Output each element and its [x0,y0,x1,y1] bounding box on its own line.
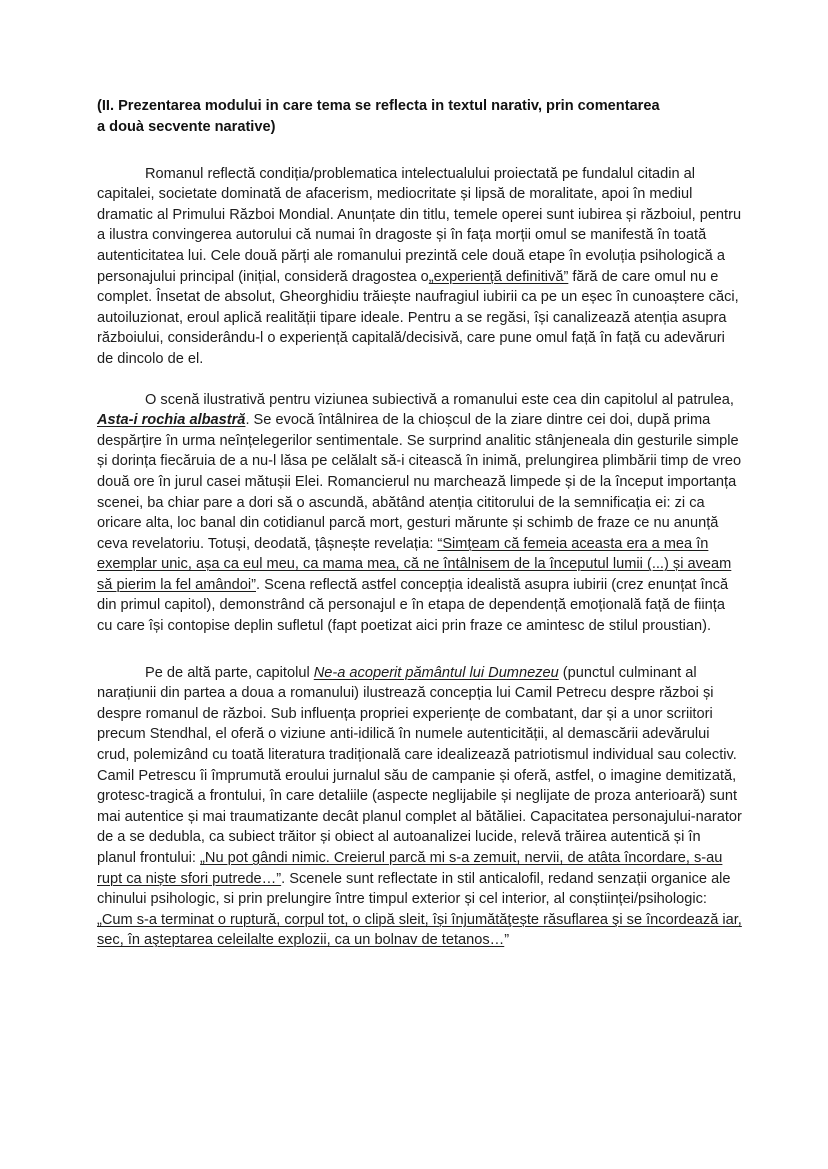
text-run: O scenă ilustrativă pentru viziunea subiectivă a romanului este cea din capitolul al patrulea, [145,391,734,408]
paragraph-3 [97,663,742,951]
paragraph-2 [97,390,742,637]
text-run: ” [504,932,510,949]
emphasized-text-run: Asta-i rochia albastră [97,412,246,429]
spacer-after-heading [97,138,742,164]
document-body [97,96,742,951]
emphasized-text-run: „Cum s-a terminat o ruptură, corpul tot, o clipă sleit, își înjumătăţește răsuflarea şi se încordează iar, sec, în aşteptarea celeilalte explozii, ca un bolnav de tetanos… [97,911,742,949]
document-heading [97,96,742,138]
spacer-paragraph-2-3 [97,637,742,663]
text-run: Romanul reflectă condiția/problematica intelectualului proiectată pe fundalul citadin al capitalei, societate dominată de afacerism, mediocritate și lipsă de moralitate, apoi în mediul dramatic al Primului Război Mondial. Anunțate din titlu, temele operei sunt iubirea și războiul, pentru a ilustra convingerea autorului că numai în dragoste și în fața morții omul se manifestă în toată autenticitatea lui. Cele două părți ale romanului prezintă cele două etape în evoluția psihologică a personajului principal (inițial, consideră dragostea o [97,165,742,285]
text-run: . Scena reflectă astfel concepția idealistă asupra iubirii (crez enunțat încă din primul capitol), demonstrând că personajul e în etapa de dependență emoțională față de ființa cu care își contopise deplin sufletul (fapt poetizat aici prin fraze ce amintesc de stilul proustian). [97,576,729,635]
text-run: fără de care omul nu e complet. Însetat de absolut, Gheorghidiu trăiește naufragiul iubirii ca pe un eșec în cunoaștere căci, autoiluzionat, eroul aplică realității tipare ideale. Pentru a se regăsi, își canalizează atenția asupra războiului, considerându-l o experiență capitală/decisivă, care pune omul față în față cu adevăruri de dincolo de el. [97,268,739,367]
text-run: Pe de altă parte, capitolul [145,664,314,681]
text-run: . Scenele sunt reflectate in stil anticalofil, redand senzații organice ale chinului psihologic, si prin prelungire între timpul exterior și cel interior, al conștiinței/psihologic: [97,870,731,908]
text-run: (punctul culminant al narațiunii din partea a doua a romanului) ilustrează concepția lui Camil Petrecu despre război și despre romanul de război. Sub influența propriei experiențe de combatant, dar și a unor scriitori precum Stendhal, el oferă o viziune anti-idilică în numele autenticității, al demascării adevărului crud, polemizând cu toată literatura tradițională care idealizează patriotismul individual sau colectiv. Camil Petrescu îi împrumută eroului jurnalul său de campanie și oferă, astfel, o imagine demitizată, grotesc-tragică a frontului, în care detaliile (aspecte neglijabile și neglijate de proza anterioară) sunt mai autentice și mai traumatizante decât planul complet al bătăliei. Capacitatea personajului-narator de a se dedubla, ca subiect trăitor și obiect al autoanalizei lucide, relevă trăirea autentică și în planul frontului: [97,664,742,866]
emphasized-text-run: „experiență definitivă” [428,268,569,285]
heading-line-2: a douà secvente narative) [97,118,276,135]
text-run: . Se evocă întâlnirea de la chioșcul de la ziare dintre cei doi, după prima despărțire în urma neînțelegerilor sentimentale. Se surprind analitic stânjeneala din gesturile simple și dorința fiecăruia de a nu-l lăsa pe celălalt să-i citească în inimă, prelungirea plimbării timp de vreo două ore în jurul casei mătușii Elei. Romancierul nu marchează limpede și de la început importanța scenei, ba chiar pare a dori să o ascundă, abătând atenția cititorului de la semnificația ei: zi ca oricare alta, loc banal din cotidianul parcă mort, gesturi mărunte și schimb de fraze ce nu anunță ceva revelatoriu. Totuși, deodată, țâșnește revelația: [97,412,742,552]
heading-line-1: (II. Prezentarea modului in care tema se reflecta in textul narativ, prin comentarea [97,98,660,114]
emphasized-text-run: „Nu pot gândi nimic. Creierul parcă mi s-a zemuit, nervii, de atâta încordare, s-au rupt ca niște sfori putrede…” [97,850,723,887]
spacer-paragraph-1-2 [97,370,742,390]
paragraph-1 [97,164,742,370]
emphasized-text-run: Ne-a acoperit pământul lui Dumnezeu [313,664,559,681]
emphasized-text-run: “Simțeam că femeia aceasta era a mea în exemplar unic, așa ca eul meu, ca mama mea, că ne întâlnisem de la începutul lumii (...) și aveam să pierim la fel amândoi” [97,535,732,593]
